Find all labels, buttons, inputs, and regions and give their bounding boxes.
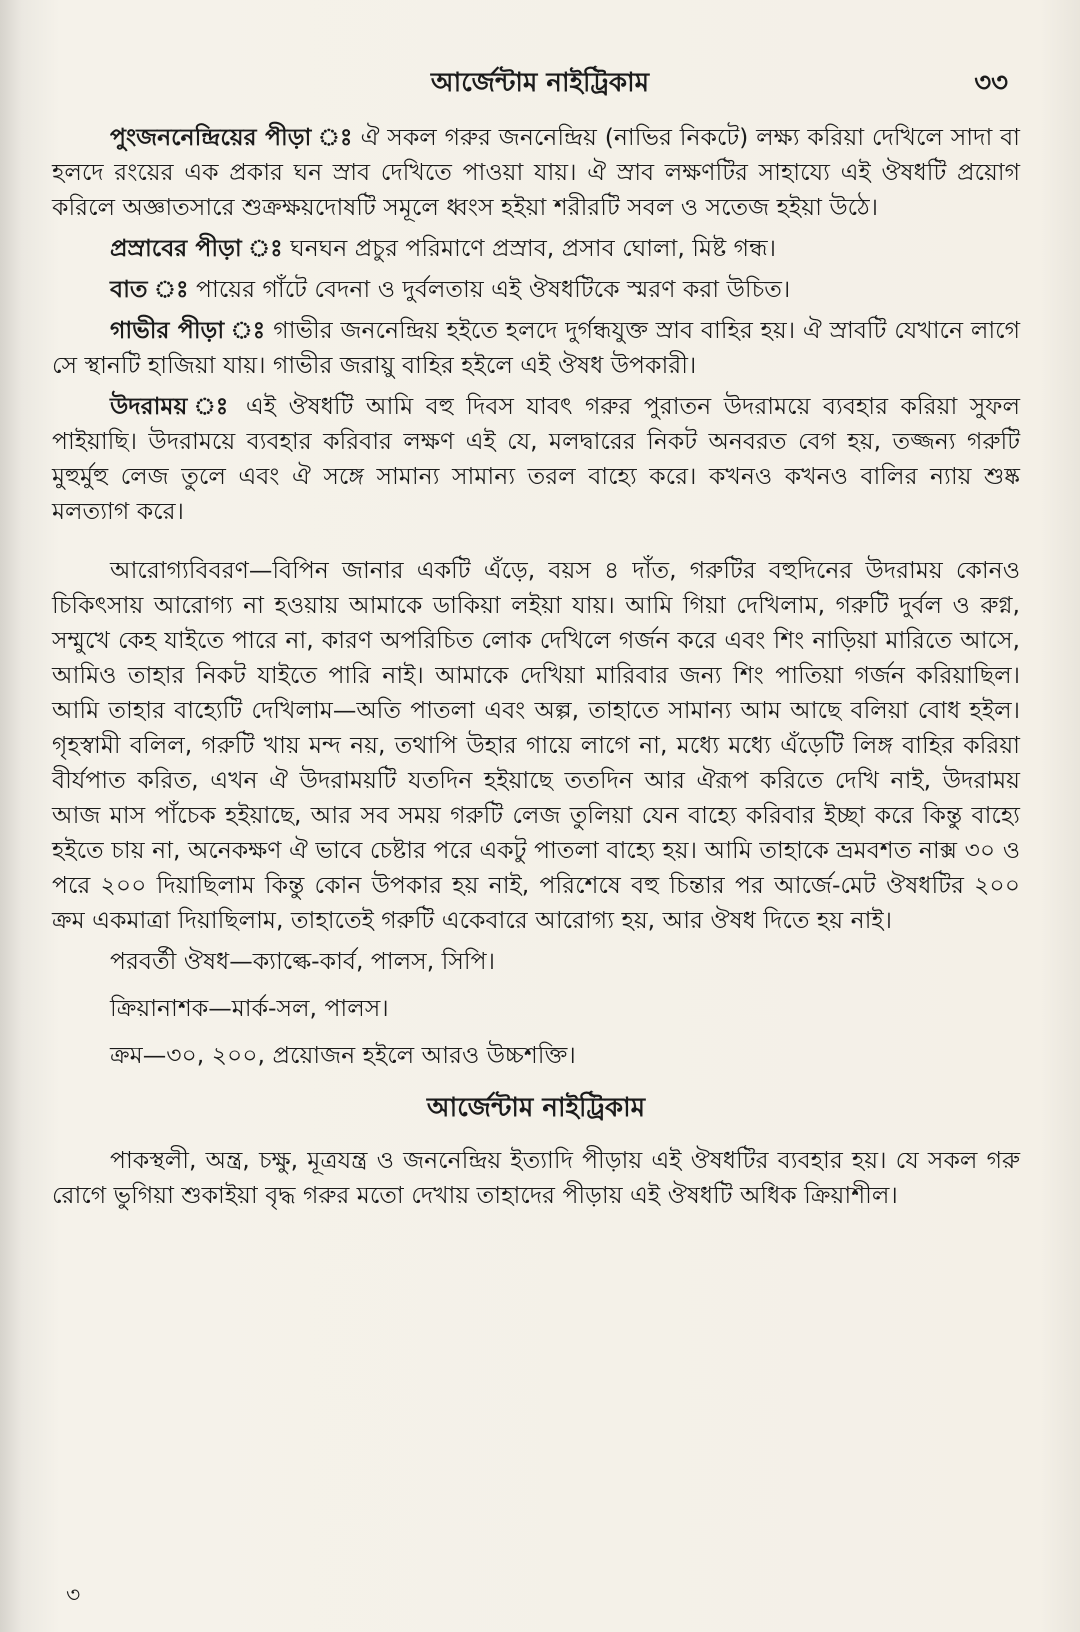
paragraph-text: পায়ের গাঁটে বেদনা ও দুর্বলতায় এই ঔষধটিকে স্মরণ করা উচিত। xyxy=(188,275,791,303)
paragraph-text: গাভীর জননেন্দ্রিয় হইতে হলদে দুর্গন্ধযুক্ত স্রাব বাহির হয়। ঐ স্রাবটি যেখানে লাগে সে স্থানটি হাজিয়া যায়। গাভীর জরায়ু বাহির হইলে এই ঔষধ উপকারী। xyxy=(52,316,1020,379)
paragraph-rheumatism xyxy=(52,272,1020,307)
paragraph-text: ঘনঘন প্রচুর পরিমাণে প্রস্রাব, প্রসাব ঘোলা, মিষ্ট গন্ধ। xyxy=(282,234,777,262)
page-header xyxy=(60,62,1020,102)
paragraph-label: বাত ঃ xyxy=(110,275,189,303)
potency: ক্রম—৩০, ২০০, প্রয়োজন হইলে আরও উচ্চশক্তি। xyxy=(110,1041,576,1069)
paragraph-urinary-disease xyxy=(52,231,1020,266)
paragraph-text: আরোগ্যবিবরণ—বিপিন জানার একটি এঁড়ে, বয়স ৪ দাঁত, গরুটির বহুদিনের উদরাময় কোনও চিকিৎসায় আরোগ্য না হওয়ায় আমাকে ডাকিয়া লইয়া যায়। আমি গিয়া দেখিলাম, গরুটি দুর্বল ও রুগ্ন, সম্মুখে কেহ যাইতে পারে না, কারণ অপরিচিত লোক দেখিলে গর্জন করে এবং শিং নাড়িয়া মারিতে আসে, আমিও তাহার নিকট যাইতে পারি নাই। আমাকে দেখিয়া মারিবার জন্য শিং পাতিয়া গর্জন করিয়াছিল। আমি তাহার বাহ্যেটি দেখিলাম—অতি পাতলা এবং অল্প, তাহাতে সামান্য আম আছে বলিয়া বোধ হইল। গৃহস্বামী বলিল, গরুটি খায় মন্দ নয়, তথাপি উহার গায়ে লাগে না, মধ্যে মধ্যে এঁড়েটি লিঙ্গ বাহির করিয়া বীর্যপাত করিত, এখন ঐ উদরাময়টি যতদিন হইয়াছে ততদিন আর ঐরূপ করিতে দেখি নাই, উদরাময় আজ মাস পাঁচেক হইয়াছে, আর সব সময় গরুটি লেজ তুলিয়া যেন বাহ্যে করিবার ইচ্ছা করে কিন্তু বাহ্যে হইতে চায় না, অনেকক্ষণ ঐ ভাবে চেষ্টার পরে একটু পাতলা বাহ্যে হয়। আমি তাহাকে ভ্রমবশত নাক্স ৩০ ও পরে ২০০ দিয়াছিলাম কিন্তু কোন উপকার হয় নাই, পরিশেষে বহু চিন্তার পর আর্জে-মেট ঔষধটির ২০০ ক্রম একমাত্রা দিয়াছিলাম, তাহাতেই গরুটি একেবারে আরোগ্য হয়, আর ঔষধ দিতে হয় নাই। xyxy=(52,556,1020,934)
paragraph-male-disease xyxy=(52,120,1020,225)
signature-mark: ৩ xyxy=(66,1583,81,1608)
page-number: ৩৩ xyxy=(974,68,1008,98)
follow-up-remedy: পরবর্তী ঔষধ—ক্যাল্কে-কার্ব, পালস, সিপি। xyxy=(110,947,495,975)
running-head: আর্জেন্টাম নাইট্রিকাম xyxy=(430,68,650,98)
paragraph-label: প্রস্রাবের পীড়া ঃ xyxy=(110,234,283,262)
spacer xyxy=(52,535,1020,553)
section-heading: আর্জেন্টাম নাইট্রিকাম xyxy=(426,1093,646,1123)
paragraph-text: এই ঔষধটি আমি বহু দিবস যাবৎ গরুর পুরাতন উদরাময়ে ব্যবহার করিয়া সুফল পাইয়াছি। উদরাময়ে ব্যবহার করিবার লক্ষণ এই যে, মলদ্বারের নিকট অনবরত বেগ হয়, তজ্জন্য গরুটি মুহুর্মুহু লেজ তুলে এবং ঐ সঙ্গে সামান্য সামান্য তরল বাহ্যে করে। কখনও কখনও বালির ন্যায় শুষ্ক মলত্যাগ করে। xyxy=(52,392,1020,525)
paragraph-label: উদরাময় ঃ xyxy=(110,392,234,420)
section-paragraph: পাকস্থলী, অন্ত্র, চক্ষু, মূত্রযন্ত্র ও জননেন্দ্রিয় ইত্যাদি পীড়ায় এই ঔষধটির ব্যবহার হয়। যে সকল গরু রোগে ভুগিয়া শুকাইয়া বৃদ্ধ গরুর মতো দেখায় তাহাদের পীড়ায় এই ঔষধটি অধিক ক্রিয়াশীল। xyxy=(52,1146,1020,1209)
paragraph-text: ঐ সকল গরুর জননেন্দ্রিয় (নাভির নিকটে) লক্ষ্য করিয়া দেখিলে সাদা বা হলদে রংয়ের এক প্রকার ঘন স্রাব দেখিতে পাওয়া যায়। ঐ স্রাব লক্ষণটির সাহায্যে এই ঔষধটি প্রয়োগ করিলে অজ্ঞাতসারে শুক্রক্ষয়দোষটি সমূলে ধ্বংস হইয়া শরীরটি সবল ও সতেজ হইয়া উঠে। xyxy=(52,123,1020,221)
paragraph-diarrhea xyxy=(52,389,1020,529)
paragraph-case-report xyxy=(52,553,1020,938)
page-body xyxy=(52,120,1020,1219)
paragraph-label: গাভীর পীড়া ঃ xyxy=(110,316,266,344)
antidote: ক্রিয়ানাশক—মার্ক-সল, পালস। xyxy=(110,994,389,1022)
paragraph-label: পুংজননেন্দ্রিয়ের পীড়া ঃ xyxy=(110,123,353,151)
paragraph-cow-disease xyxy=(52,313,1020,383)
